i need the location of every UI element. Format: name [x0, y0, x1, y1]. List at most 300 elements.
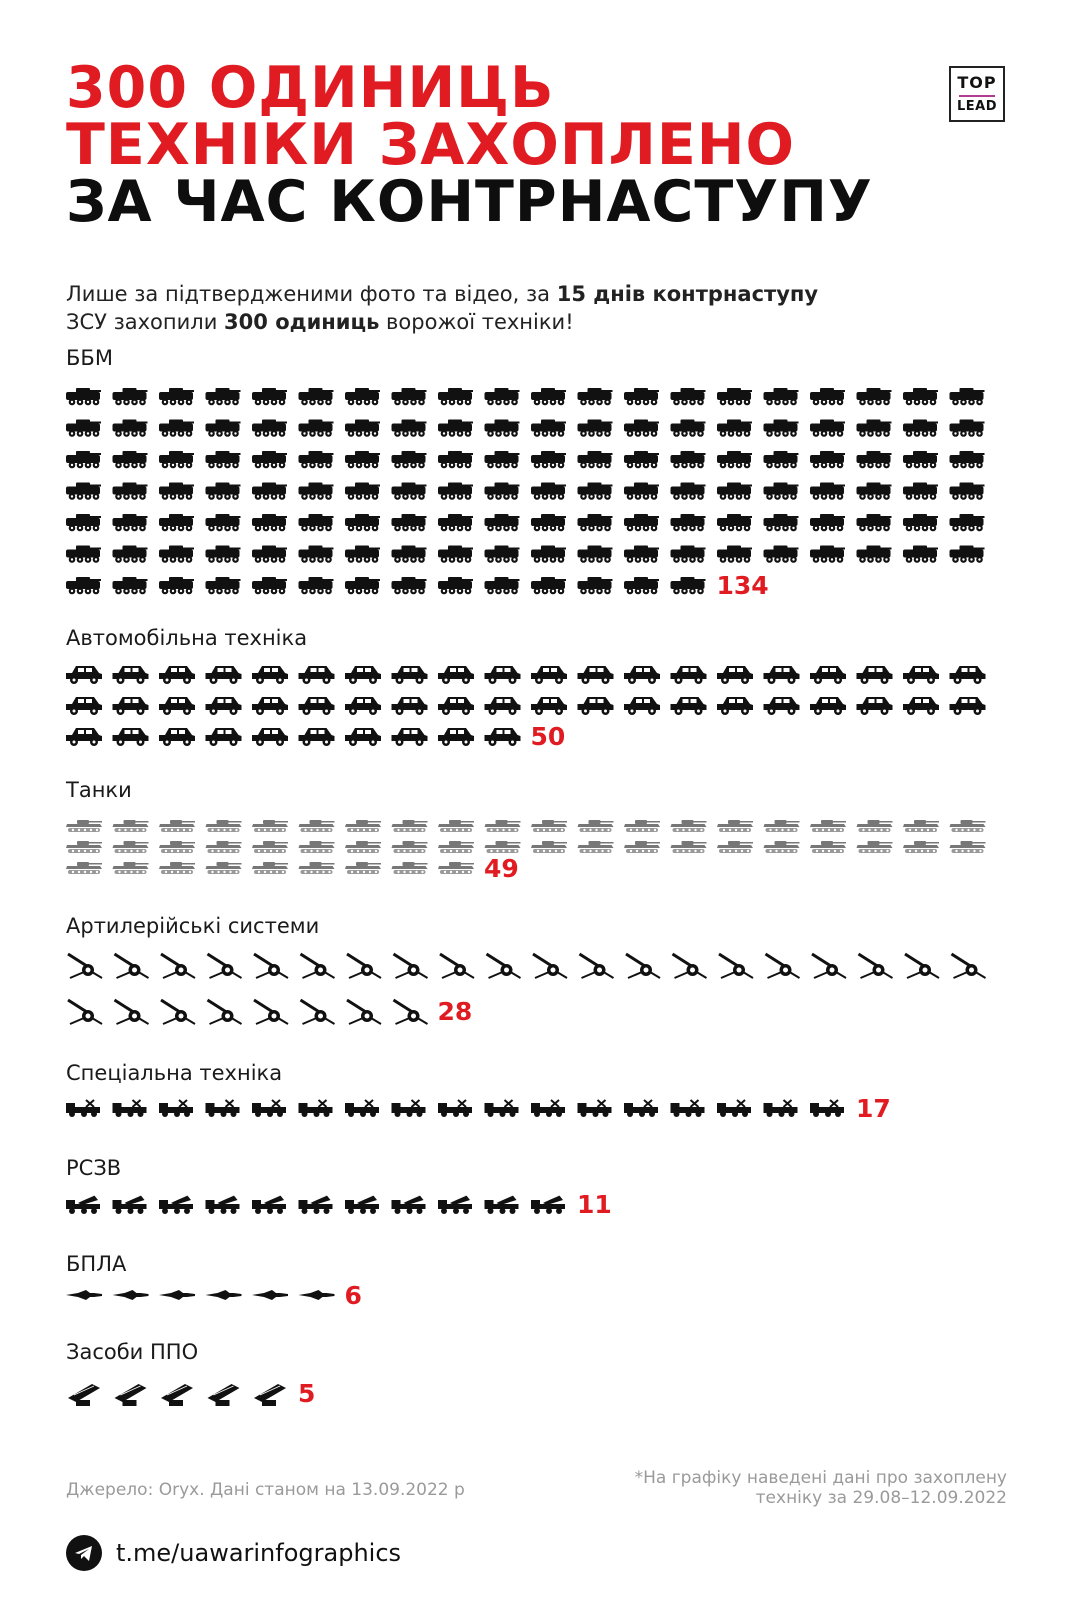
artillery-icon	[208, 954, 242, 978]
tank-icon	[345, 820, 381, 832]
ifv-icon	[717, 546, 752, 563]
tank-icon	[717, 841, 753, 853]
car-icon	[345, 728, 381, 746]
ifv-icon	[206, 546, 241, 563]
car-icon	[485, 666, 521, 684]
ifv-icon	[438, 546, 473, 563]
car-icon	[113, 728, 149, 746]
ifv-icon	[159, 546, 194, 563]
artillery-icon	[626, 954, 660, 978]
drone-icon	[66, 1290, 102, 1300]
ifv-icon	[159, 514, 194, 531]
ifv-icon	[485, 577, 520, 594]
category-count: 50	[530, 722, 566, 751]
ifv-icon	[159, 483, 194, 500]
tank-icon	[857, 820, 893, 832]
car-icon	[66, 728, 102, 746]
logo-top-text: TOP	[957, 73, 997, 92]
tank-icon	[113, 841, 149, 853]
mlrs-icon	[159, 1195, 193, 1214]
artillery-icon	[859, 954, 893, 978]
artillery-icon	[254, 954, 288, 978]
ifv-icon	[717, 514, 752, 531]
tank-icon	[392, 862, 428, 874]
artillery-icon	[673, 954, 707, 978]
tank-icon	[392, 820, 428, 832]
ifv-icon	[252, 388, 287, 405]
ifv-icon	[764, 546, 799, 563]
ifv-icon	[531, 546, 566, 563]
ifv-icon	[671, 514, 706, 531]
ifv-icon	[113, 546, 148, 563]
ifv-icon	[299, 420, 334, 437]
tank-icon	[857, 841, 893, 853]
ifv-icon	[485, 546, 520, 563]
tank-icon	[66, 862, 102, 874]
ifv-icon	[578, 577, 613, 594]
special-vehicle-icon	[392, 1100, 426, 1117]
category-label-uav: БПЛА	[66, 1252, 127, 1276]
title-line-1: 300 ОДИНИЦЬ	[66, 55, 555, 121]
car-icon	[392, 666, 428, 684]
ifv-icon	[345, 483, 380, 500]
car-icon	[345, 697, 381, 715]
ifv-icon	[671, 451, 706, 468]
ifv-icon	[578, 514, 613, 531]
car-icon	[206, 666, 242, 684]
ifv-icon	[206, 514, 241, 531]
artillery-icon	[208, 1000, 242, 1024]
ifv-icon	[624, 514, 659, 531]
telegram-link[interactable]	[66, 1535, 401, 1571]
ifv-icon	[485, 483, 520, 500]
logo-bottom-text: LEAD	[956, 99, 998, 114]
ifv-icon	[764, 483, 799, 500]
artillery-icon	[440, 954, 474, 978]
tank-icon	[159, 841, 195, 853]
ifv-icon	[345, 451, 380, 468]
tank-icon	[159, 862, 195, 874]
ifv-icon	[578, 483, 613, 500]
special-vehicle-icon	[717, 1100, 751, 1117]
ifv-icon	[903, 546, 938, 563]
ifv-icon	[903, 420, 938, 437]
ifv-icon	[578, 451, 613, 468]
ifv-icon	[392, 388, 427, 405]
tank-icon	[345, 862, 381, 874]
ifv-icon	[950, 483, 985, 500]
ifv-icon	[671, 420, 706, 437]
car-icon	[159, 728, 195, 746]
ifv-icon	[113, 420, 148, 437]
ifv-icon	[717, 483, 752, 500]
special-vehicle-icon	[810, 1100, 844, 1117]
car-icon	[531, 666, 567, 684]
ifv-icon	[66, 388, 101, 405]
subtitle-part-1: Лише за підтвердженими фото та відео, за	[66, 282, 557, 306]
ifv-icon	[438, 483, 473, 500]
artillery-icon	[487, 954, 521, 978]
special-vehicle-icon	[206, 1100, 240, 1117]
ifv-icon	[206, 483, 241, 500]
tank-icon	[438, 820, 474, 832]
mlrs-icon	[252, 1195, 286, 1214]
car-icon	[159, 697, 195, 715]
ifv-icon	[810, 451, 845, 468]
special-vehicle-icon	[438, 1100, 472, 1117]
tank-icon	[252, 862, 288, 874]
car-icon	[764, 697, 800, 715]
ifv-icon	[950, 546, 985, 563]
car-icon	[392, 728, 428, 746]
car-icon	[950, 666, 986, 684]
car-icon	[113, 697, 149, 715]
category-count: 49	[484, 854, 519, 883]
special-vehicle-icon	[299, 1100, 333, 1117]
tank-icon	[113, 820, 149, 832]
special-vehicle-icon	[764, 1100, 798, 1117]
ifv-icon	[392, 514, 427, 531]
category-label-ifv: ББМ	[66, 346, 113, 370]
ifv-icon	[252, 546, 287, 563]
ifv-icon	[717, 451, 752, 468]
car-icon	[392, 697, 428, 715]
air-defense-icon	[115, 1384, 147, 1406]
ifv-icon	[299, 451, 334, 468]
ifv-icon	[950, 388, 985, 405]
artillery-icon	[394, 1000, 428, 1024]
tank-icon	[624, 841, 660, 853]
category-label-special: Спеціальна техніка	[66, 1061, 283, 1085]
ifv-icon	[345, 420, 380, 437]
artillery-icon	[254, 1000, 288, 1024]
special-vehicle-icon	[578, 1100, 612, 1117]
air-defense-icon	[68, 1384, 100, 1406]
artillery-icon	[161, 954, 195, 978]
tank-icon	[299, 862, 335, 874]
artillery-icon	[812, 954, 846, 978]
ifv-icon	[857, 420, 892, 437]
mlrs-icon	[113, 1195, 147, 1214]
subtitle-bold-1: 15 днів контрнаступу	[556, 282, 819, 306]
ifv-icon	[252, 451, 287, 468]
drone-icon	[159, 1290, 195, 1300]
tank-icon	[810, 820, 846, 832]
ifv-icon	[438, 420, 473, 437]
car-icon	[66, 697, 102, 715]
mlrs-icon	[392, 1195, 426, 1214]
ifv-icon	[113, 514, 148, 531]
car-icon	[857, 697, 893, 715]
ifv-icon	[206, 451, 241, 468]
car-icon	[438, 728, 474, 746]
ifv-icon	[485, 420, 520, 437]
ifv-icon	[159, 388, 194, 405]
ifv-icon	[438, 577, 473, 594]
car-icon	[159, 666, 195, 684]
ifv-icon	[810, 546, 845, 563]
ifv-icon	[159, 451, 194, 468]
car-icon	[950, 697, 986, 715]
ifv-icon	[671, 577, 706, 594]
ifv-icon	[624, 483, 659, 500]
mlrs-icon	[531, 1195, 565, 1214]
ifv-icon	[671, 546, 706, 563]
ifv-icon	[66, 514, 101, 531]
ifv-icon	[531, 451, 566, 468]
artillery-icon	[905, 954, 939, 978]
artillery-icon	[952, 954, 986, 978]
ifv-icon	[299, 577, 334, 594]
ifv-icon	[438, 514, 473, 531]
ifv-icon	[438, 388, 473, 405]
special-vehicle-icon	[252, 1100, 286, 1117]
category-count: 5	[298, 1379, 316, 1408]
special-vehicle-icon	[531, 1100, 565, 1117]
ifv-icon	[857, 514, 892, 531]
ifv-icon	[392, 451, 427, 468]
ifv-icon	[764, 514, 799, 531]
special-vehicle-icon	[113, 1100, 147, 1117]
tank-icon	[438, 841, 474, 853]
tank-icon	[764, 820, 800, 832]
car-icon	[903, 697, 939, 715]
tank-icon	[531, 820, 567, 832]
ifv-icon	[857, 451, 892, 468]
tank-icon	[485, 841, 521, 853]
telegram-icon	[66, 1535, 102, 1571]
tank-icon	[671, 841, 707, 853]
ifv-icon	[252, 483, 287, 500]
special-vehicle-icon	[66, 1100, 100, 1117]
artillery-icon	[347, 1000, 381, 1024]
mlrs-icon	[345, 1195, 379, 1214]
mlrs-icon	[299, 1195, 333, 1214]
car-icon	[624, 666, 660, 684]
ifv-icon	[485, 451, 520, 468]
footnote-line-2: техніку за 29.08–12.09.2022	[755, 1488, 1007, 1508]
ifv-icon	[299, 514, 334, 531]
subtitle-part-2: ЗСУ захопили	[66, 310, 225, 334]
ifv-icon	[206, 577, 241, 594]
ifv-icon	[66, 420, 101, 437]
artillery-icon	[766, 954, 800, 978]
ifv-icon	[857, 483, 892, 500]
subtitle-bold-2: 300 одиниць	[224, 310, 380, 334]
ifv-icon	[66, 451, 101, 468]
ifv-icon	[206, 420, 241, 437]
category-count: 17	[856, 1094, 891, 1123]
artillery-icon	[533, 954, 567, 978]
ifv-icon	[299, 546, 334, 563]
ifv-icon	[624, 388, 659, 405]
ifv-icon	[717, 420, 752, 437]
tank-icon	[159, 820, 195, 832]
tank-icon	[299, 820, 335, 832]
car-icon	[578, 697, 614, 715]
artillery-icon	[161, 1000, 195, 1024]
tank-icon	[950, 820, 986, 832]
ifv-icon	[345, 546, 380, 563]
ifv-icon	[578, 546, 613, 563]
ifv-icon	[903, 388, 938, 405]
ifv-icon	[159, 420, 194, 437]
tank-icon	[206, 862, 242, 874]
car-icon	[252, 666, 288, 684]
title-line-3: ЗА ЧАС КОНТРНАСТУПУ	[66, 169, 873, 235]
ifv-icon	[624, 546, 659, 563]
ifv-icon	[252, 514, 287, 531]
tank-icon	[810, 841, 846, 853]
category-count: 11	[577, 1190, 612, 1219]
artillery-icon	[301, 1000, 335, 1024]
ifv-icon	[578, 388, 613, 405]
ifv-icon	[950, 420, 985, 437]
category-label-vehicles: Автомобільна техніка	[66, 626, 308, 650]
tank-icon	[717, 820, 753, 832]
ifv-icon	[438, 451, 473, 468]
ifv-icon	[671, 388, 706, 405]
ifv-icon	[578, 420, 613, 437]
category-count: 28	[437, 997, 473, 1026]
car-icon	[903, 666, 939, 684]
car-icon	[252, 697, 288, 715]
category-label-air-defense: Засоби ППО	[66, 1340, 199, 1364]
ifv-icon	[624, 577, 659, 594]
car-icon	[671, 666, 707, 684]
ifv-icon	[66, 483, 101, 500]
tank-icon	[345, 841, 381, 853]
artillery-icon	[719, 954, 753, 978]
car-icon	[299, 666, 335, 684]
car-icon	[671, 697, 707, 715]
special-vehicle-icon	[485, 1100, 519, 1117]
air-defense-icon	[254, 1384, 286, 1406]
car-icon	[299, 697, 335, 715]
tank-icon	[903, 841, 939, 853]
tank-icon	[113, 862, 149, 874]
ifv-icon	[485, 388, 520, 405]
ifv-icon	[810, 514, 845, 531]
ifv-icon	[624, 451, 659, 468]
subtitle-part-3: ворожої техніки!	[379, 310, 574, 334]
tank-icon	[206, 841, 242, 853]
ifv-icon	[903, 483, 938, 500]
tank-icon	[903, 820, 939, 832]
tank-icon	[950, 841, 986, 853]
tank-icon	[624, 820, 660, 832]
tank-icon	[252, 841, 288, 853]
ifv-icon	[113, 388, 148, 405]
ifv-icon	[531, 514, 566, 531]
ifv-icon	[392, 577, 427, 594]
ifv-icon	[950, 514, 985, 531]
telegram-link-text[interactable]: t.me/uawarinfographics	[116, 1539, 402, 1567]
tank-icon	[66, 820, 102, 832]
artillery-icon	[68, 954, 102, 978]
ifv-icon	[764, 388, 799, 405]
ifv-icon	[299, 388, 334, 405]
source-note: Джерело: Oryx. Дані станом на 13.09.2022 р	[66, 1480, 465, 1500]
tank-icon	[485, 820, 521, 832]
drone-icon	[206, 1290, 242, 1300]
ifv-icon	[113, 451, 148, 468]
ifv-icon	[345, 388, 380, 405]
ifv-icon	[903, 514, 938, 531]
footnote	[635, 1468, 1007, 1508]
category-label-tanks: Танки	[66, 778, 132, 802]
car-icon	[485, 728, 521, 746]
artillery-icon	[115, 954, 149, 978]
ifv-icon	[810, 388, 845, 405]
tank-icon	[392, 841, 428, 853]
car-icon	[717, 697, 753, 715]
title-line-2: ТЕХНІКИ ЗАХОПЛЕНО	[66, 112, 795, 178]
ifv-icon	[392, 546, 427, 563]
ifv-icon	[392, 420, 427, 437]
artillery-icon	[68, 1000, 102, 1024]
car-icon	[206, 728, 242, 746]
mlrs-icon	[438, 1195, 472, 1214]
car-icon	[206, 697, 242, 715]
ifv-icon	[810, 420, 845, 437]
ifv-icon	[531, 483, 566, 500]
ifv-icon	[950, 451, 985, 468]
mlrs-icon	[66, 1195, 100, 1214]
category-label-artillery: Артилерійські системи	[66, 914, 320, 938]
ifv-icon	[531, 388, 566, 405]
car-icon	[438, 697, 474, 715]
drone-icon	[299, 1290, 335, 1300]
ifv-icon	[345, 577, 380, 594]
tank-icon	[764, 841, 800, 853]
category-count: 134	[716, 571, 769, 600]
drone-icon	[113, 1290, 149, 1300]
car-icon	[299, 728, 335, 746]
car-icon	[345, 666, 381, 684]
artillery-icon	[394, 954, 428, 978]
ifv-icon	[159, 577, 194, 594]
car-icon	[717, 666, 753, 684]
ifv-icon	[857, 546, 892, 563]
ifv-icon	[624, 420, 659, 437]
ifv-icon	[113, 483, 148, 500]
car-icon	[857, 666, 893, 684]
car-icon	[810, 697, 846, 715]
car-icon	[624, 697, 660, 715]
ifv-icon	[206, 388, 241, 405]
drone-icon	[252, 1290, 288, 1300]
ifv-icon	[671, 483, 706, 500]
ifv-icon	[764, 420, 799, 437]
ifv-icon	[252, 420, 287, 437]
car-icon	[252, 728, 288, 746]
mlrs-icon	[485, 1195, 519, 1214]
tank-icon	[578, 820, 614, 832]
ifv-icon	[392, 483, 427, 500]
air-defense-icon	[208, 1384, 240, 1406]
car-icon	[113, 666, 149, 684]
category-label-mlrs: РСЗВ	[66, 1156, 122, 1180]
tank-icon	[671, 820, 707, 832]
ifv-icon	[717, 388, 752, 405]
mlrs-icon	[206, 1195, 240, 1214]
ifv-icon	[764, 451, 799, 468]
tank-icon	[206, 820, 242, 832]
special-vehicle-icon	[624, 1100, 658, 1117]
car-icon	[578, 666, 614, 684]
tank-icon	[66, 841, 102, 853]
